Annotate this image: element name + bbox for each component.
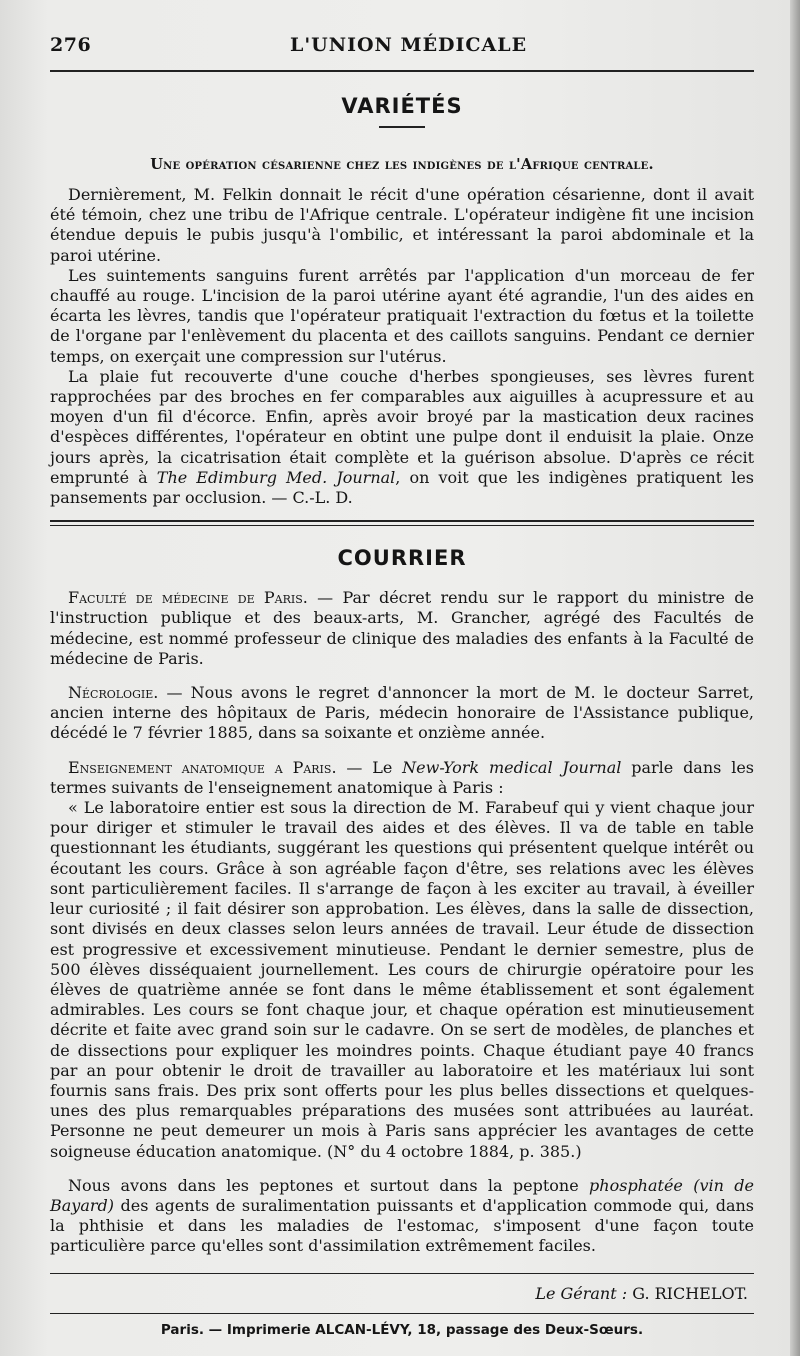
footer-rule	[50, 1313, 754, 1314]
entry-paragraph	[50, 758, 754, 798]
entry-text: parle dans les termes suivants de l'enseignement anatomique à Paris :	[50, 757, 755, 797]
entry-text: des agents de suralimentation puissants et d'application commode qui, dans la phthisie et dans les maladies de l'estomac, s'imposent d'une façon toute particulière parce qu'elles sont d'assimilation extrêmement faciles.	[50, 1195, 754, 1256]
printer-imprint: Paris. — Imprimerie ALCAN-LÉVY, 18, passage des Deux-Sœurs.	[160, 1321, 644, 1338]
news-entry-necrologie	[50, 683, 754, 744]
signature-label: Le Gérant :	[535, 1283, 628, 1303]
article-paragraph-1: Dernièrement, M. Felkin donnait le récit d'une opération césarienne, dont il avait été témoin, chez une tribu de l'Afrique centrale. L'opérateur indigène fit une incision étendue depuis le pubis jusqu'à l'ombilic, et intéressant la paroi abdominale et la paroi utérine.	[50, 185, 754, 265]
product-name: phosphatée (vin de Bayard)	[50, 1175, 754, 1215]
entry-label: Faculté de médecine de Paris.	[68, 588, 308, 608]
paragraph-text: La plaie fut recouverte d'une couche d'herbes spongieuses, ses lèvres furent rapprochées par des broches en fer comparables aux aiguilles à acupressure et au moyen d'un fil d'écorce. Enfin, après avoir broyé par la mastication deux racines d'espèces différentes, l'opérateur en obtint une pulpe dont il enduisit la plaie. Onze jours après, la cicatrisation était complète et la guérison absolue. D'après ce récit emprunté à	[50, 366, 754, 487]
signature	[50, 1284, 754, 1303]
article-paragraph-2: Les suintements sanguins furent arrêtés par l'application d'un morceau de fer chauffé au rouge. L'incision de la paroi utérine ayant été agrandie, l'un des aides en écarta les lèvres, tandis que l'opérateur pratiquait l'extraction du fœtus et la toilette de l'organe par l'enlèvement du placenta et des caillots sanguins. Pendant ce dernier temps, on exerçait une compression sur l'utérus.	[50, 265, 754, 366]
entry-text: — Le	[336, 757, 403, 777]
header-rule	[50, 70, 754, 72]
footer-rule	[50, 1273, 754, 1274]
entry-paragraph	[50, 683, 754, 744]
section-title-varietes: VARIÉTÉS	[341, 94, 463, 118]
news-entry-faculte	[50, 588, 754, 669]
page-number: 276	[50, 34, 92, 56]
book-gutter-shadow	[790, 0, 800, 1356]
signature-name: G. RICHELOT.	[627, 1283, 748, 1303]
section-rule	[50, 520, 754, 522]
news-entry-enseignement	[50, 758, 754, 1162]
entry-label: Enseignement anatomique a Paris.	[68, 757, 337, 777]
entry-paragraph	[50, 588, 754, 669]
section-rule	[50, 525, 754, 526]
article-body	[50, 185, 754, 508]
news-entry-peptones	[50, 1176, 754, 1257]
quoted-paragraph: « Le laboratoire entier est sous la direction de M. Farabeuf qui y vient chaque jour pour diriger et stimuler le travail des aides et des élèves. Il va de table en table questionnant les étudiants, suggérant les questions qui présentent quelque intérêt ou écoutant les cours. Grâce à son agréable façon d'être, ses relations avec les élèves sont particulièrement faciles. Il s'arrange de façon à les exciter au travail, à éveiller leur curiosité ; il fait désirer son approbation. Les élèves, dans la salle de dissection, sont divisés en deux classes selon leurs années de travail. Leur étude de dissection est progressive et excessivement minutieuse. Pendant le dernier semestre, plus de 500 élèves disséquaient journellement. Les cours de chirurgie opératoire pour les élèves de quatrième année se font dans le même établissement et sont également admirables. Les cours se font chaque jour, et chaque opération est minutieusement décrite et faite avec grand soin sur le cadavre. On se sert de modèles, de planches et de dissections pour expliquer les moindres points. Chaque étudiant paye 40 francs par an pour obtenir le droit de travailler au laboratoire et les matériaux lui sont fournis sans frais. Des prix sont offerts pour les plus belles dissections et quelques-unes des plus remarquables préparations des musées sont attribuées au lauréat. Personne ne peut demeurer un mois à Paris sans apprécier les avantages de cette soigneuse éducation anatomique. (N° du 4 octobre 1884, p. 385.)	[50, 798, 754, 1161]
entry-paragraph	[50, 1176, 754, 1257]
journal-title: L'UNION MÉDICALE	[290, 34, 528, 56]
section-divider	[379, 126, 425, 128]
paragraph-text: , on voit que les indigènes pratiquent les pansements par occlusion. — C.-L. D.	[50, 467, 754, 508]
entry-label: Nécrologie.	[68, 683, 159, 703]
entry-text: — Par décret rendu sur le rapport du ministre de l'instruction publique et des beaux-arts, M. Grancher, agrégé des Facultés de médecine, est nommé professeur de clinique des maladies des enfants à la Faculté de médecine de Paris.	[50, 588, 755, 668]
article-paragraph-3	[50, 367, 754, 508]
section-title-courrier: COURRIER	[337, 546, 467, 571]
entry-text: — Nous avons le regret d'annoncer la mort de M. le docteur Sarret, ancien interne des hôpitaux de Paris, médecin honoraire de l'Assistance publique, décédé le 7 février 1885, dans sa soixante et onzième année.	[50, 683, 754, 743]
article-title: Une opération césarienne chez les indigènes de l'Afrique centrale.	[150, 156, 654, 173]
running-head	[50, 34, 754, 56]
source-journal: The Edimburg Med. Journal	[156, 467, 396, 487]
entry-text: Nous avons dans les peptones et surtout dans la peptone	[68, 1175, 590, 1195]
cited-journal: New-York medical Journal	[402, 757, 622, 777]
